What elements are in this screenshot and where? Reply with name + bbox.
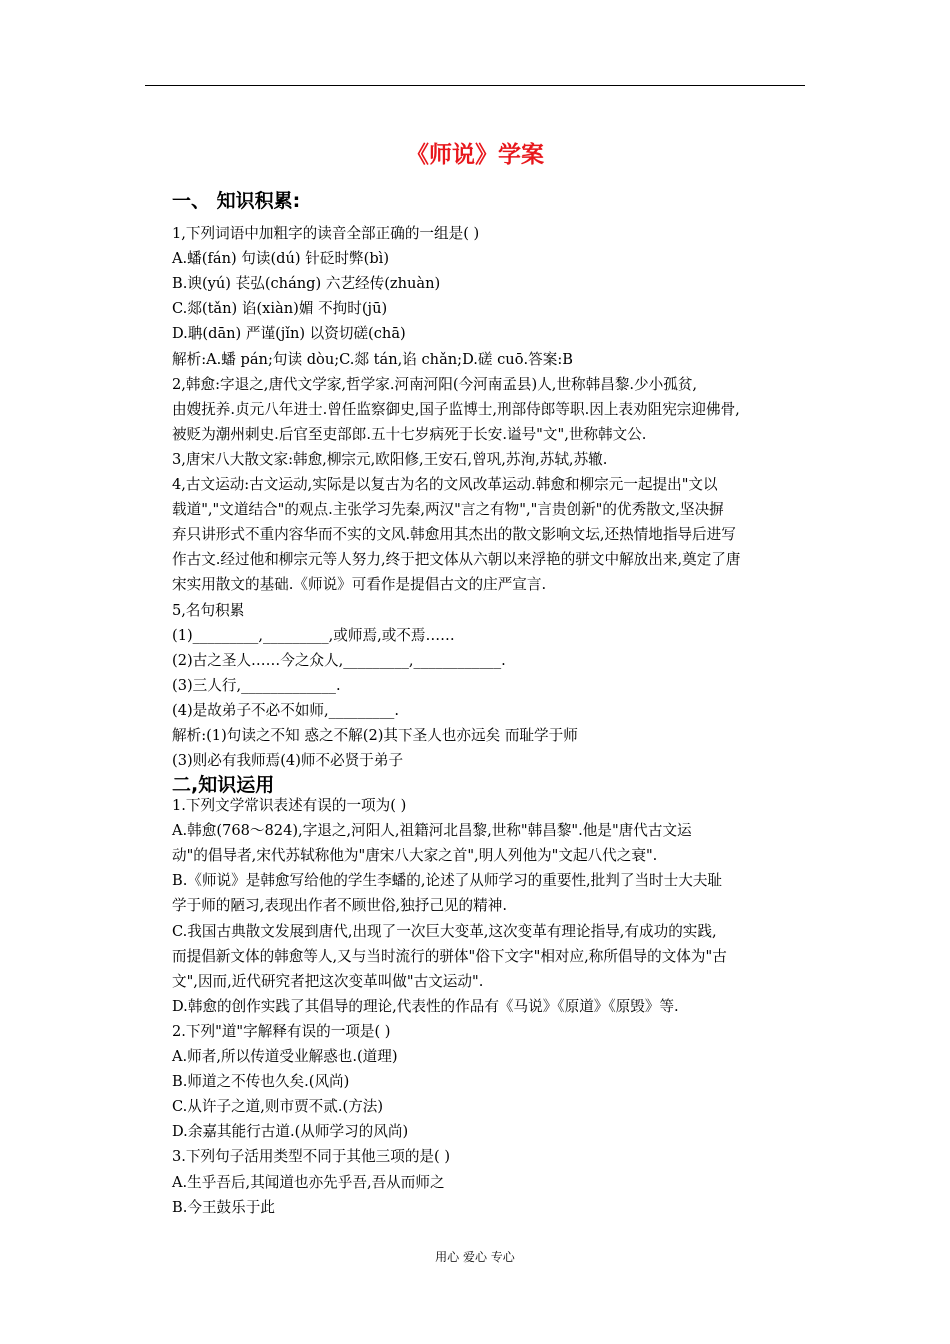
text-line: (4)是故弟子不必不如师,_________. xyxy=(172,701,399,719)
text-line: 1,下列词语中加粗字的读音全部正确的一组是( ) xyxy=(172,225,480,242)
text-line: (1)_________,_________,或师焉,或不焉…… xyxy=(172,626,455,644)
text-line: D.聃(dān) 严谨(jǐn) 以资切磋(chā) xyxy=(172,325,406,343)
text-line: A.师者,所以传道受业解惑也.(道理) xyxy=(172,1048,398,1065)
text-line: (3)三人行,_____________. xyxy=(172,676,341,694)
text-line: 宋实用散文的基础.《师说》可看作是提倡古文的庄严宣言. xyxy=(172,576,547,594)
text-line: 作古文.经过他和柳宗元等人努力,终于把文体从六朝以来浮艳的骈文中解放出来,奠定了唐 xyxy=(172,551,741,569)
text-line: 载道","文道结合"的观点.主张学习先秦,两汉"言之有物","言贵创新"的优秀散文,坚决摒 xyxy=(172,501,724,519)
section-heading-2: 二,知识运用 xyxy=(172,774,275,796)
text-line: (2)古之圣人……今之众人,_________,____________. xyxy=(172,651,506,669)
text-line: 1.下列文学常识表述有误的一项为( ) xyxy=(172,797,407,814)
text-line: 而提倡新文体的韩愈等人,又与当时流行的骈体"俗下文字"相对应,称所倡导的文体为"古 xyxy=(172,947,727,965)
text-line: 动"的倡导者,宋代苏轼称他为"唐宋八大家之首",明人列他为"文起八代之衰". xyxy=(172,847,658,865)
text-line: B.今王鼓乐于此 xyxy=(172,1198,275,1216)
text-line: 文",因而,近代研究者把这次变革叫做"古文运动". xyxy=(172,972,484,990)
header-rule xyxy=(145,85,805,86)
section-heading-1: 一、 知识积累: xyxy=(172,190,301,212)
text-line: B.师道之不传也久矣.(风尚) xyxy=(172,1073,350,1091)
text-line: 解析:(1)句读之不知 惑之不解(2)其下圣人也亦远矣 而耻学于师 xyxy=(172,727,578,744)
text-line: D.余嘉其能行古道.(从师学习的风尚) xyxy=(172,1123,409,1141)
text-line: D.韩愈的创作实践了其倡导的理论,代表性的作品有《马说》《原道》《原毁》等. xyxy=(172,997,679,1015)
page-footer: 用心 爱心 专心 xyxy=(435,1250,515,1264)
text-line: 2,韩愈:字退之,唐代文学家,哲学家.河南河阳(今河南孟县)人,世称韩昌黎.少小孤贫, xyxy=(172,375,698,393)
text-line: A.韩愈(768～824),字退之,河阳人,祖籍河北昌黎,世称"韩昌黎".他是"唐代古文运 xyxy=(172,822,692,840)
text-line: A.生乎吾后,其闻道也亦先乎吾,吾从而师之 xyxy=(172,1173,445,1191)
text-line: 3,唐宋八大散文家:韩愈,柳宗元,欧阳修,王安石,曾巩,苏洵,苏轼,苏辙. xyxy=(172,450,608,468)
text-line: 2.下列"道"字解释有误的一项是( ) xyxy=(172,1022,391,1040)
text-line: A.蟠(fán) 句读(dú) 针砭时弊(bì) xyxy=(172,250,390,268)
text-line: B.《师说》是韩愈写给他的学生李蟠的,论述了从师学习的重要性,批判了当时士大夫耻 xyxy=(172,872,723,890)
text-line: 5,名句积累 xyxy=(172,601,245,619)
text-line: C.我国古典散文发展到唐代,出现了一次巨大变革,这次变革有理论指导,有成功的实践, xyxy=(172,922,717,940)
text-line: C.郯(tǎn) 谄(xiàn)媚 不拘时(jū) xyxy=(172,300,388,318)
text-line: 3.下列句子活用类型不同于其他三项的是( ) xyxy=(172,1148,451,1166)
text-line: B.谀(yú) 苌弘(cháng) 六艺经传(zhuàn) xyxy=(172,275,441,293)
text-line: 4,古文运动:古文运动,实际是以复古为名的文风改革运动.韩愈和柳宗元一起提出"文以 xyxy=(172,476,718,493)
text-line: 由嫂抚养.贞元八年进士.曾任监察御史,国子监博士,刑部侍郎等职.因上表劝阻宪宗迎佛骨, xyxy=(172,400,740,418)
text-line: C.从许子之道,则市贾不贰.(方法) xyxy=(172,1098,384,1116)
text-line: 弃只讲形式不重内容华而不实的文风.韩愈用其杰出的散文影响文坛,还热情地指导后进写 xyxy=(172,526,736,544)
text-line: (3)则必有我师焉(4)师不必贤于弟子 xyxy=(172,752,404,770)
text-line: 学于师的陋习,表现出作者不顾世俗,独抒己见的精神. xyxy=(172,897,507,915)
text-line: 解析:A.蟠 pán;句读 dòu;C.郯 tán,谄 chǎn;D.磋 cuō.答案:B xyxy=(172,350,573,368)
page-title: 《师说》学案 xyxy=(406,142,544,168)
text-line: 被贬为潮州刺史.后官至吏部郎.五十七岁病死于长安.谥号"文",世称韩文公. xyxy=(172,425,647,443)
